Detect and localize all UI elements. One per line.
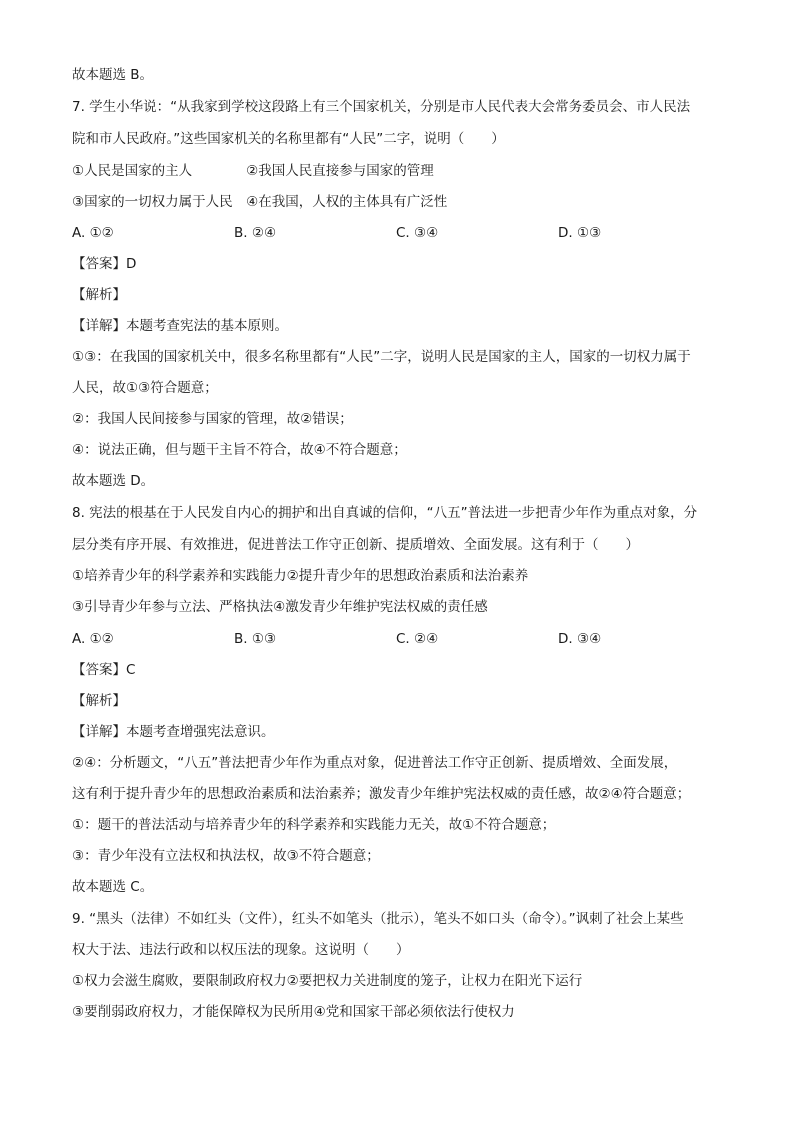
q7-detail-line-2: 人民，故①③符合题意； xyxy=(72,380,218,396)
q7-stem-line-2: 院和市人民政府。”这些国家机关的名称里都有“人民”二字，说明（ ） xyxy=(72,131,505,147)
q8-stem-line-2: 层分类有序开展、有效推进，促进普法工作守正创新、提质增效、全面发展。这有利于（ ） xyxy=(72,537,639,553)
q7-detail-heading: 【详解】本题考查宪法的基本原则。 xyxy=(72,318,288,334)
q9-stem-line-2: 权大于法、违法行政和以权压法的现象。这说明（ ） xyxy=(72,942,410,958)
q8-detail-line-3: ①：题干的普法活动与培养青少年的科学素养和实践能力无关，故①不符合题意； xyxy=(72,817,556,833)
q7-stem-line-1: 7. 学生小华说：“从我家到学校这段路上有三个国家机关，分别是市人民代表大会常务委员会、市人民法 xyxy=(72,99,691,115)
q8-option-d: D. ③④ xyxy=(558,631,602,647)
q7-option-a: A. ①② xyxy=(72,225,114,241)
q7-option-c: C. ③④ xyxy=(396,225,439,241)
q6-conclusion: 故本题选 B。 xyxy=(72,67,154,83)
q8-answer: 【答案】C xyxy=(72,662,136,678)
q8-conclusion: 故本题选 C。 xyxy=(72,879,154,895)
q7-conclusion: 故本题选 D。 xyxy=(72,473,155,489)
q7-analysis-heading: 【解析】 xyxy=(72,287,126,303)
q8-statements-1: ①培养青少年的科学素养和实践能力②提升青少年的思想政治素质和法治素养 xyxy=(72,568,529,584)
q8-detail-line-1: ②④：分析题文，“八五”普法把青少年作为重点对象，促进普法工作守正创新、提质增效、全面发展， xyxy=(72,755,678,771)
q8-detail-line-4: ③：青少年没有立法权和执法权，故③不符合题意； xyxy=(72,848,380,864)
q8-analysis-heading: 【解析】 xyxy=(72,693,126,709)
q9-stem-line-1: 9. “黑头（法律）不如红头（文件），红头不如笔头（批示），笔头不如口头（命令）。”讽刺了社会上某些 xyxy=(72,911,684,927)
q8-option-c: C. ②④ xyxy=(396,631,439,647)
q8-statements-2: ③引导青少年参与立法、严格执法④激发青少年维护宪法权威的责任感 xyxy=(72,599,488,615)
q8-option-a: A. ①② xyxy=(72,631,114,647)
q7-statements-1: ①人民是国家的主人 ②我国人民直接参与国家的管理 xyxy=(72,163,434,179)
q7-detail-line-4: ④：说法正确，但与题干主旨不符合，故④不符合题意； xyxy=(72,442,407,458)
q9-statements-1: ①权力会滋生腐败，要限制政府权力②要把权力关进制度的笼子，让权力在阳光下运行 xyxy=(72,973,583,989)
q7-answer: 【答案】D xyxy=(72,256,137,272)
q9-statements-2: ③要削弱政府权力，才能保障权为民所用④党和国家干部必须依法行使权力 xyxy=(72,1004,515,1020)
q8-detail-heading: 【详解】本题考查增强宪法意识。 xyxy=(72,724,275,740)
q8-stem-line-1: 8. 宪法的根基在于人民发自内心的拥护和出自真诚的信仰，“八五”普法进一步把青少年作为重点对象，分 xyxy=(72,505,698,521)
q7-detail-line-1: ①③：在我国的国家机关中，很多名称里都有“人民”二字，说明人民是国家的主人，国家的一切权力属于 xyxy=(72,349,691,365)
q8-detail-line-2: 这有利于提升青少年的思想政治素质和法治素养；激发青少年维护宪法权威的责任感，故②④符合题意； xyxy=(72,786,691,802)
q7-option-b: B. ②④ xyxy=(234,225,277,241)
q7-option-d: D. ①③ xyxy=(558,225,602,241)
q7-detail-line-3: ②：我国人民间接参与国家的管理，故②错误； xyxy=(72,411,353,427)
q8-option-b: B. ①③ xyxy=(234,631,277,647)
q7-statements-2: ③国家的一切权力属于人民 ④在我国，人权的主体具有广泛性 xyxy=(72,194,448,210)
